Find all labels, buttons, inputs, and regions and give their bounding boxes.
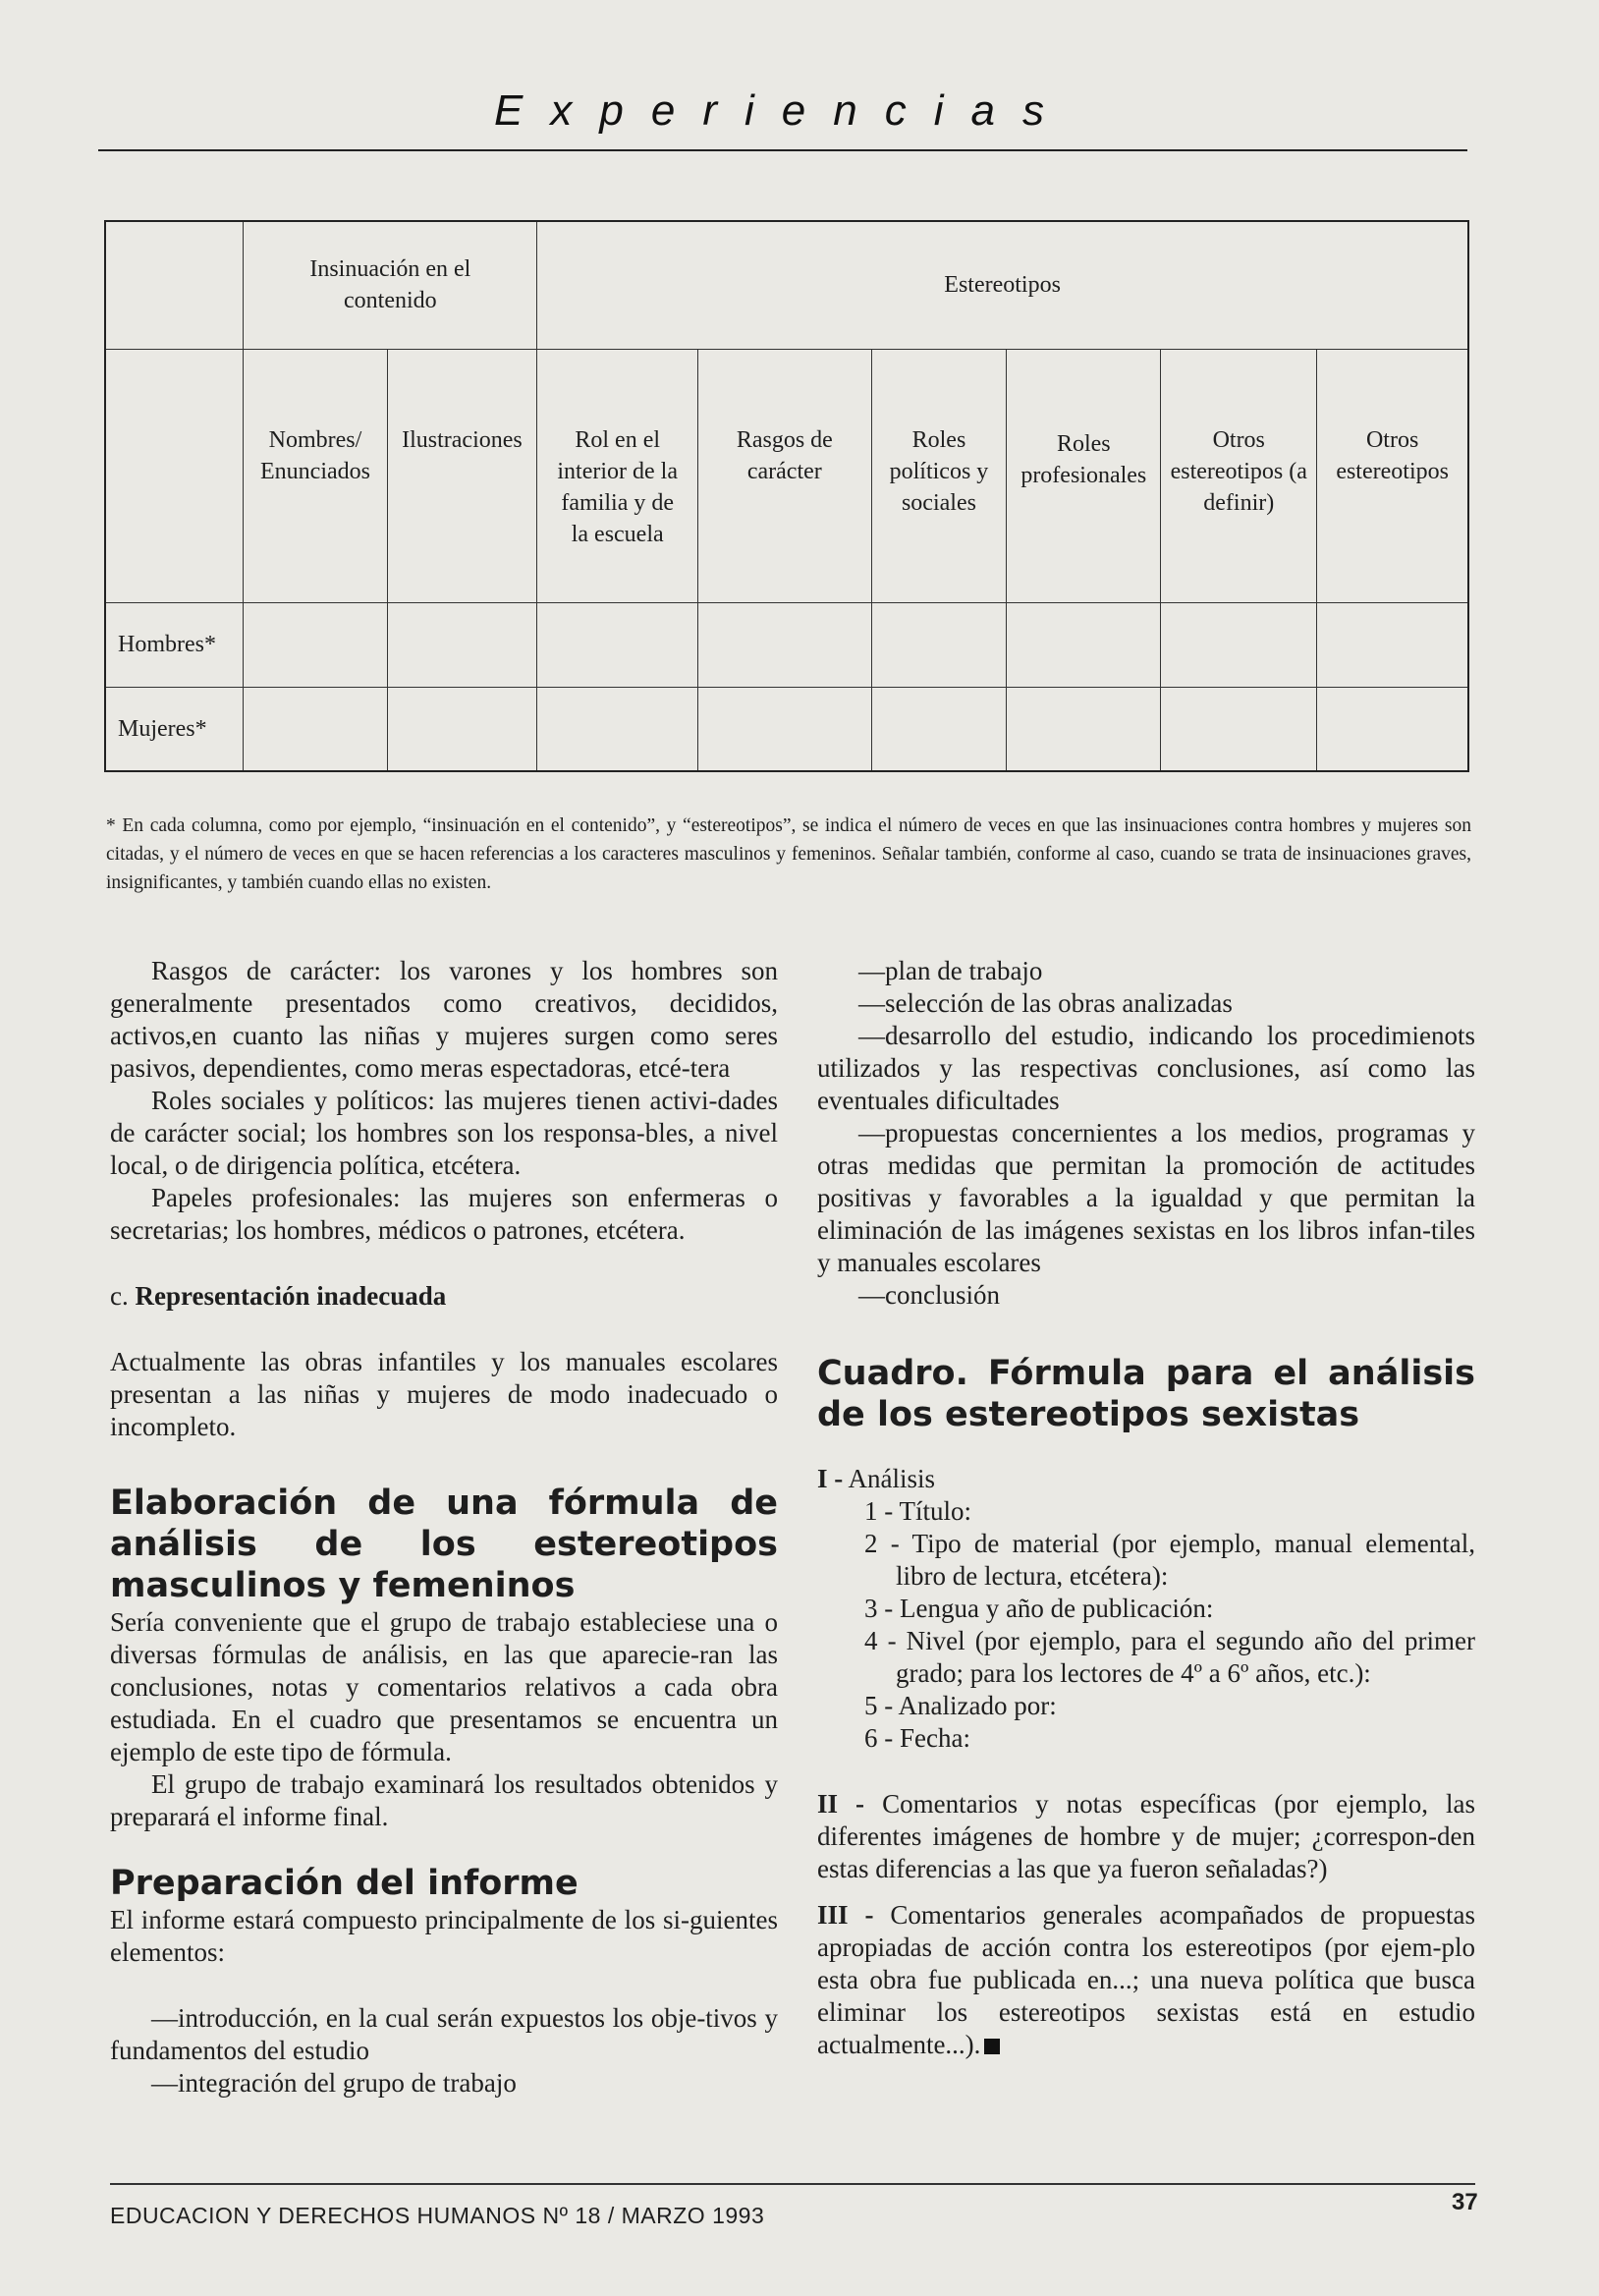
group-header-estereotipos: Estereotipos bbox=[537, 221, 1468, 349]
paragraph: Actualmente las obras infantiles y los manuales escolares presentan a las niñas y mujeres de modo inadecuado o incompleto. bbox=[110, 1347, 778, 1441]
journal-footer: EDUCACION Y DERECHOS HUMANOS Nº 18 / MARZO 1993 bbox=[110, 2203, 765, 2228]
list-item: —propuestas concernientes a los medios, programas y otras medidas que permitan la promoción de actitudes positivas y favorables a la igualdad y que permitan la eliminación de las imágenes sexistas en los libros infan-tiles y manuales escolares bbox=[817, 1118, 1475, 1277]
column-header: Otros estereotipos (a definir) bbox=[1161, 349, 1317, 602]
heading-elaboracion: Elaboración de una fórmula de análisis de los estereotipos masculinos y femeninos bbox=[110, 1484, 778, 1605]
table-empty-cell bbox=[105, 349, 244, 602]
row-label-hombres: Hombres* bbox=[105, 602, 244, 687]
paragraph: Rasgos de carácter: los varones y los hombres son generalmente presentados como creativos, decididos, activos,en cuanto las niñas y mujeres surgen como seres pasivos, dependientes, como meras espectadoras, etcé-tera bbox=[110, 956, 778, 1083]
paragraph: Roles sociales y políticos: las mujeres tienen activi-dades de carácter social; los hombres son los responsa-bles, a nivel local, o de dirigencia política, etcétera. bbox=[110, 1086, 778, 1180]
table-cell bbox=[871, 602, 1007, 687]
table-cell bbox=[537, 602, 698, 687]
table-cell bbox=[244, 602, 387, 687]
table-cell bbox=[387, 602, 537, 687]
table-cell bbox=[1317, 687, 1468, 771]
group-header-insinuacion: Insinuación en el contenido bbox=[244, 221, 537, 349]
table-cell bbox=[1161, 602, 1317, 687]
section-iii: III - Comentarios generales acompañados de propuestas apropiadas de acción contra los estereotipos (por ejem-plo esta obra fue publicada en...; una nueva política que busca eliminar los estereotipos sexistas está en estudio actualmente...). bbox=[817, 1900, 1476, 2059]
column-header: Roles profesionales bbox=[1007, 349, 1161, 602]
section-header bbox=[98, 86, 1467, 136]
analysis-item: 5 - Analizado por: bbox=[864, 1691, 1057, 1720]
table-corner-cell bbox=[105, 221, 244, 349]
end-mark-icon bbox=[984, 2039, 1000, 2054]
table-cell bbox=[698, 687, 871, 771]
table-cell bbox=[1007, 602, 1161, 687]
heading-cuadro: Cuadro. Fórmula para el análisis de los estereotipos sexistas bbox=[817, 1354, 1475, 1434]
stereotype-analysis-table bbox=[104, 220, 1469, 772]
list-item: —plan de trabajo bbox=[858, 956, 1043, 985]
table-cell bbox=[1007, 687, 1161, 771]
list-item: —integración del grupo de trabajo bbox=[151, 2068, 517, 2098]
table-cell bbox=[537, 687, 698, 771]
list-item: —introducción, en la cual serán expuestos los obje-tivos y fundamentos del estudio bbox=[110, 2003, 778, 2065]
footer-rule bbox=[110, 2183, 1475, 2185]
table-cell bbox=[871, 687, 1007, 771]
analysis-item: 6 - Fecha: bbox=[864, 1723, 970, 1753]
paragraph: El grupo de trabajo examinará los resultados obtenidos y preparará el informe final. bbox=[110, 1769, 778, 1831]
list-item: —selección de las obras analizadas bbox=[858, 988, 1233, 1018]
table-cell bbox=[1317, 602, 1468, 687]
page-number: 37 bbox=[1452, 2189, 1478, 2215]
table-cell bbox=[1161, 687, 1317, 771]
section-title: Experiencias bbox=[494, 86, 1072, 135]
header-rule bbox=[98, 149, 1467, 151]
left-column bbox=[110, 955, 778, 2100]
section-ii: II - Comentarios y notas específicas (por ejemplo, las diferentes imágenes de hombre y de mujer; ¿correspon-den estas diferencias a las que ya fueron señaladas?) bbox=[817, 1789, 1475, 1883]
table-row bbox=[105, 687, 1468, 771]
paragraph: El informe estará compuesto principalmente de los si-guientes elementos: bbox=[110, 1905, 778, 1967]
table-footnote: * En cada columna, como por ejemplo, “insinuación en el contenido”, y “estereotipos”, se indica el número de veces en que las insinuaciones contra hombres y mujeres son citadas, y el número de veces en que se hacen referencias a los caracteres masculinos y femeninos. Señalar también, conforme al caso, cuando se trata de insinuaciones graves, insignificantes, y también cuando ellas no existen. bbox=[106, 815, 1471, 893]
table-cell bbox=[244, 687, 387, 771]
analysis-item: 2 - Tipo de material (por ejemplo, manual elemental, libro de lectura, etcétera): bbox=[864, 1529, 1475, 1591]
row-label-mujeres: Mujeres* bbox=[105, 687, 244, 771]
paragraph: Sería conveniente que el grupo de trabajo estableciese una o diversas fórmulas de análisis, en las que aparecie-ran las conclusiones, notas y comentarios relativos a cada obra estudiada. En el cuadro que presentamos se encuentra un ejemplo de este tipo de fórmula. bbox=[110, 1607, 778, 1766]
column-header: Rasgos de carácter bbox=[698, 349, 871, 602]
paragraph: Papeles profesionales: las mujeres son enfermeras o secretarias; los hombres, médicos o patrones, etcétera. bbox=[110, 1183, 778, 1245]
section-i-heading: I - Análisis bbox=[817, 1464, 936, 1493]
heading-preparacion: Preparación del informe bbox=[110, 1864, 579, 1903]
column-header: Roles políticos y sociales bbox=[871, 349, 1007, 602]
column-header: Ilustraciones bbox=[387, 349, 537, 602]
analysis-item: 4 - Nivel (por ejemplo, para el segundo año del primer grado; para los lectores de 4º a 6º años, etc.): bbox=[864, 1626, 1475, 1688]
subheading-c: c. Representación inadecuada bbox=[110, 1281, 447, 1311]
table-cell bbox=[698, 602, 871, 687]
analysis-item: 3 - Lengua y año de publicación: bbox=[864, 1594, 1214, 1623]
table-cell bbox=[387, 687, 537, 771]
analysis-item: 1 - Título: bbox=[864, 1496, 972, 1526]
list-item: —conclusión bbox=[858, 1280, 1000, 1310]
right-column bbox=[817, 955, 1475, 2061]
column-header: Nombres/ Enunciados bbox=[244, 349, 387, 602]
column-header: Otros estereotipos bbox=[1317, 349, 1468, 602]
table-row bbox=[105, 602, 1468, 687]
column-header: Rol en el interior de la familia y de la escuela bbox=[537, 349, 698, 602]
list-item: —desarrollo del estudio, indicando los procedimienots utilizados y las respectivas conclusiones, así como las eventuales dificultades bbox=[817, 1021, 1475, 1115]
